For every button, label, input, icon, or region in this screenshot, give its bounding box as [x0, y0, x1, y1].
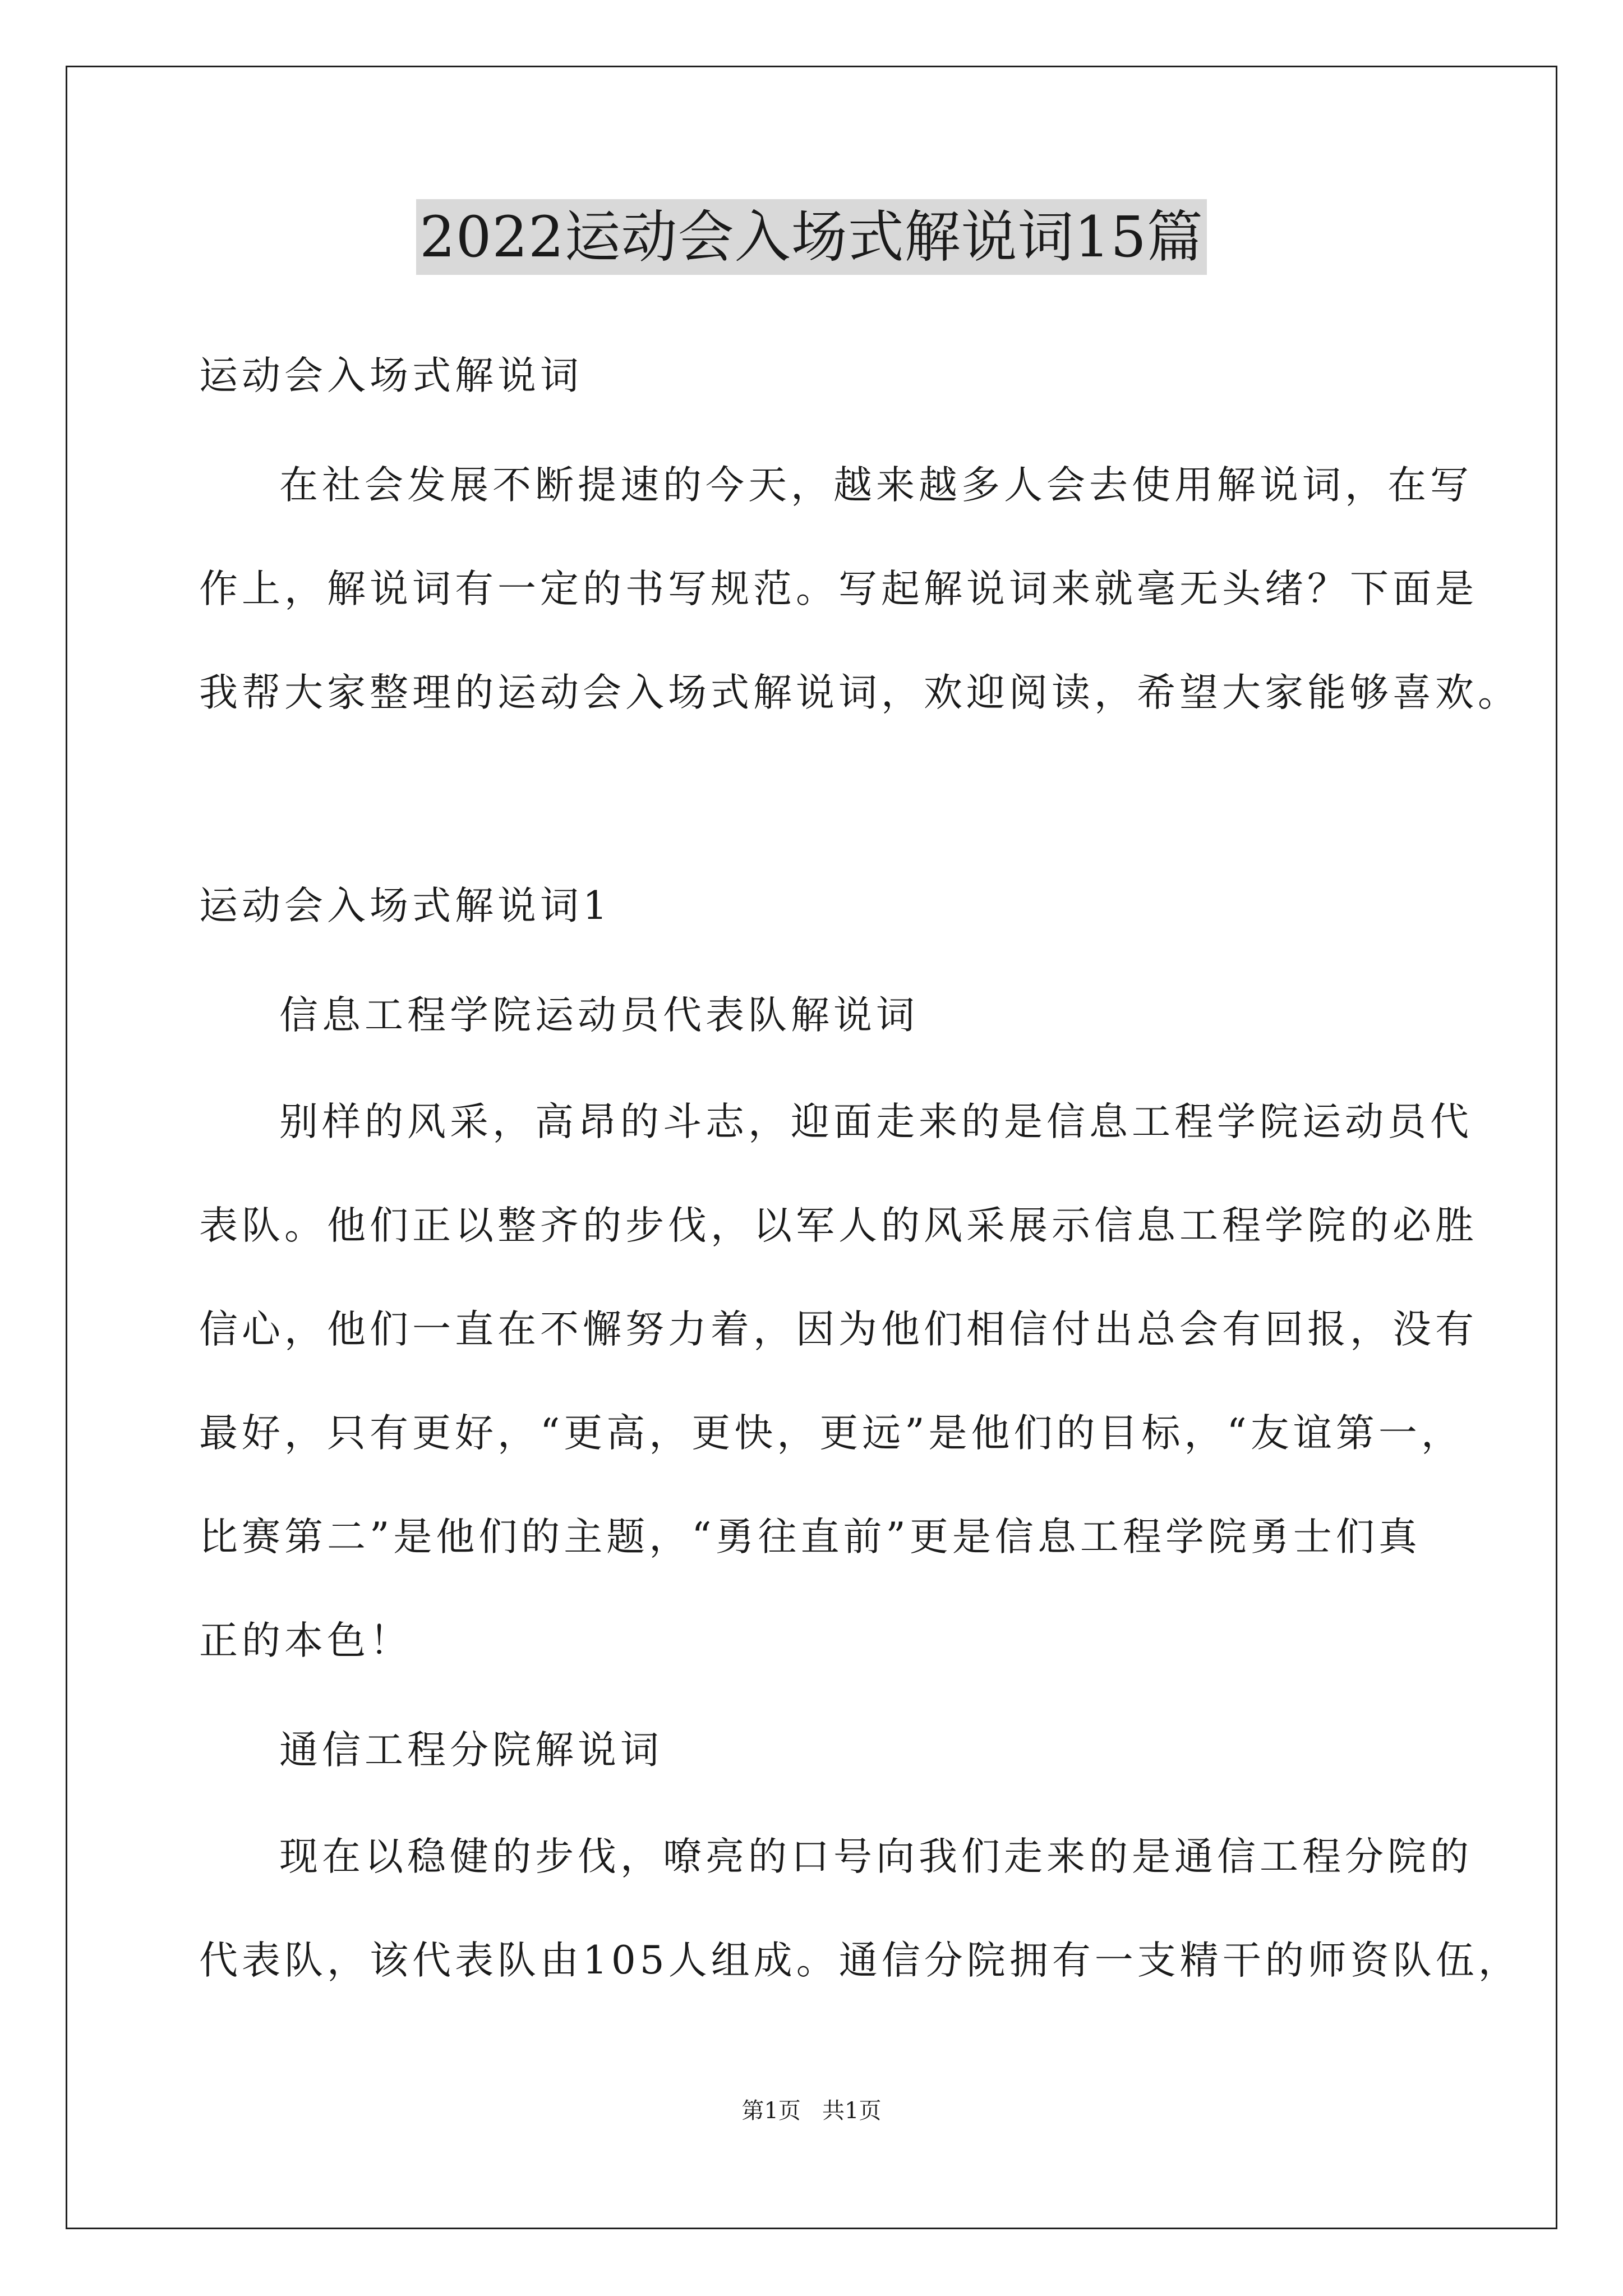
subheading: 通信工程分院解说词	[279, 1728, 663, 1773]
title-container	[0, 199, 1623, 275]
paragraph-line: 表队。他们正以整齐的步伐，以军人的风采展示信息工程学院的必胜	[199, 1203, 1478, 1248]
paragraph-line: 别样的风采，高昂的斗志，迎面走来的是信息工程学院运动员代	[279, 1099, 1473, 1144]
paragraph-line: 最好，只有更好，“更高，更快，更远”是他们的目标，“友谊第一，	[199, 1411, 1464, 1456]
paragraph-line: 代表队，该代表队由105人组成。通信分院拥有一支精干的师资队伍，	[199, 1938, 1521, 1983]
paragraph-line: 作上，解说词有一定的书写规范。写起解说词来就毫无头绪？下面是	[199, 567, 1478, 611]
paragraph-line: 现在以稳健的步伐，嘹亮的口号向我们走来的是通信工程分院的	[279, 1834, 1473, 1879]
document-title: 2022运动会入场式解说词15篇	[416, 199, 1207, 275]
paragraph-line: 正的本色！	[199, 1618, 412, 1663]
paragraph-line: 信心，他们一直在不懈努力着，因为他们相信付出总会有回报，没有	[199, 1307, 1478, 1352]
paragraph-line: 我帮大家整理的运动会入场式解说词，欢迎阅读，希望大家能够喜欢。	[199, 670, 1520, 715]
page-footer: 第1页 共1页	[741, 2098, 882, 2124]
subheading: 信息工程学院运动员代表队解说词	[279, 993, 919, 1038]
paragraph-line: 在社会发展不断提速的今天，越来越多人会去使用解说词，在写	[279, 463, 1473, 508]
section-heading: 运动会入场式解说词1	[199, 884, 611, 928]
paragraph-line: 比赛第二”是他们的主题，“勇往直前”更是信息工程学院勇士们真	[199, 1515, 1421, 1559]
section-heading: 运动会入场式解说词	[199, 353, 583, 398]
